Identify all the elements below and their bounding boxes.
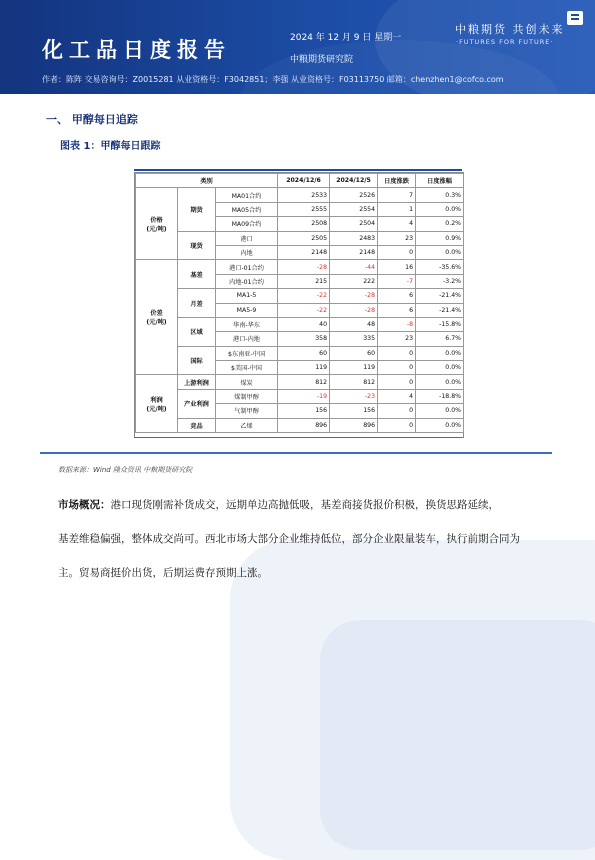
value-date-2: 2526 bbox=[330, 188, 378, 202]
subgroup-label: 国际 bbox=[178, 346, 216, 375]
daily-change-pct: 0.0% bbox=[416, 202, 464, 216]
header-pct: 日度涨幅 bbox=[416, 174, 464, 188]
table-row bbox=[136, 260, 464, 274]
daily-change: 6 bbox=[378, 289, 416, 303]
daily-change-pct: -35.6% bbox=[416, 260, 464, 274]
market-overview-text: 港口现货刚需补货成交，远期单边高抛低吸，基差商接货报价积极，换货思路延续， bbox=[110, 499, 499, 511]
market-overview-line-2: 基差维稳偏强，整体成交尚可。西北市场大部分企业维持低位，部分企业限量装车，执行前期合同为 bbox=[58, 533, 520, 545]
row-item-name: MA5-9 bbox=[216, 303, 278, 317]
value-date-1: 2555 bbox=[278, 202, 330, 216]
header-category: 类别 bbox=[136, 174, 278, 188]
table-row bbox=[136, 231, 464, 245]
row-item-name: 煤制甲醇 bbox=[216, 389, 278, 403]
row-item-name: 内地-01合约 bbox=[216, 274, 278, 288]
value-date-1: 896 bbox=[278, 418, 330, 432]
background-decoration bbox=[320, 620, 595, 850]
section-title: 一、 甲醇每日追踪 bbox=[46, 113, 138, 126]
group-label: 价格 (元/吨) bbox=[136, 188, 178, 260]
row-item-name: MA01合约 bbox=[216, 188, 278, 202]
group-label: 利润 (元/吨) bbox=[136, 375, 178, 433]
row-item-name: 港口 bbox=[216, 231, 278, 245]
daily-change: 0 bbox=[378, 375, 416, 389]
row-item-name: MA1-5 bbox=[216, 289, 278, 303]
daily-change: 23 bbox=[378, 231, 416, 245]
daily-change-pct: 0.0% bbox=[416, 375, 464, 389]
market-overview-line-1 bbox=[58, 492, 554, 518]
row-item-name: 华南-华东 bbox=[216, 317, 278, 331]
logo-icon bbox=[567, 11, 583, 25]
daily-change-pct: 0.0% bbox=[416, 346, 464, 360]
value-date-1: -22 bbox=[278, 303, 330, 317]
value-date-2: 2554 bbox=[330, 202, 378, 216]
market-overview-line-3: 主。贸易商挺价出货，后期运费存预期上涨。 bbox=[58, 567, 268, 579]
report-date: 2024 年 12 月 9 日 星期一 bbox=[290, 33, 402, 43]
daily-change-pct: 0.0% bbox=[416, 245, 464, 259]
report-header bbox=[0, 0, 595, 94]
value-date-1: 2148 bbox=[278, 245, 330, 259]
row-item-name: 乙烯 bbox=[216, 418, 278, 432]
value-date-1: 2505 bbox=[278, 231, 330, 245]
header-date-2: 2024/12/5 bbox=[330, 174, 378, 188]
daily-change: 6 bbox=[378, 303, 416, 317]
table-row bbox=[136, 375, 464, 389]
table-row bbox=[136, 289, 464, 303]
daily-change-pct: 6.7% bbox=[416, 332, 464, 346]
daily-change: 0 bbox=[378, 418, 416, 432]
daily-change: 16 bbox=[378, 260, 416, 274]
row-item-name: $美国-中国 bbox=[216, 361, 278, 375]
daily-change-pct: 0.9% bbox=[416, 231, 464, 245]
table-row bbox=[136, 317, 464, 331]
value-date-1: -22 bbox=[278, 289, 330, 303]
value-date-2: -23 bbox=[330, 389, 378, 403]
value-date-1: 60 bbox=[278, 346, 330, 360]
subgroup-label: 上游利润 bbox=[178, 375, 216, 389]
figure-title: 图表 1：甲醇每日跟踪 bbox=[60, 141, 161, 152]
table-row bbox=[136, 346, 464, 360]
subgroup-label: 现货 bbox=[178, 231, 216, 260]
value-date-2: 156 bbox=[330, 404, 378, 418]
daily-change: -7 bbox=[378, 274, 416, 288]
subgroup-label: 基差 bbox=[178, 260, 216, 289]
author-info: 作者：陈阵 交易咨询号：Z0015281 从业资格号：F3042851；李强 从业资格号：F03113750 邮箱：chenzhen1@cofco.com bbox=[42, 75, 504, 84]
value-date-1: -28 bbox=[278, 260, 330, 274]
daily-change-pct: -21.4% bbox=[416, 289, 464, 303]
table-row bbox=[136, 389, 464, 403]
daily-change-pct: -18.8% bbox=[416, 389, 464, 403]
row-item-name: MA09合约 bbox=[216, 217, 278, 231]
value-date-1: 2508 bbox=[278, 217, 330, 231]
value-date-2: 2148 bbox=[330, 245, 378, 259]
value-date-2: 2483 bbox=[330, 231, 378, 245]
institute-name: 中粮期货研究院 bbox=[290, 55, 354, 65]
header-date-1: 2024/12/6 bbox=[278, 174, 330, 188]
logo-slogan: ·FUTURES FOR FUTURE· bbox=[456, 38, 554, 46]
daily-change-pct: 0.0% bbox=[416, 404, 464, 418]
daily-change: 7 bbox=[378, 188, 416, 202]
table-top-rule bbox=[134, 169, 462, 171]
daily-change: 0 bbox=[378, 346, 416, 360]
value-date-2: 896 bbox=[330, 418, 378, 432]
row-item-name: 港口-内地 bbox=[216, 332, 278, 346]
data-source: 数据来源：Wind 隆众资讯 中粮期货研究院 bbox=[58, 466, 193, 474]
subgroup-label: 月差 bbox=[178, 289, 216, 318]
value-date-1: 156 bbox=[278, 404, 330, 418]
data-table bbox=[135, 173, 464, 433]
value-date-1: 812 bbox=[278, 375, 330, 389]
daily-change-pct: -3.2% bbox=[416, 274, 464, 288]
methanol-tracking-table bbox=[134, 172, 464, 438]
market-overview-label: 市场概况： bbox=[58, 499, 111, 511]
table-row bbox=[136, 188, 464, 202]
daily-change: 0 bbox=[378, 245, 416, 259]
daily-change: 23 bbox=[378, 332, 416, 346]
value-date-1: 358 bbox=[278, 332, 330, 346]
value-date-2: 119 bbox=[330, 361, 378, 375]
value-date-2: -44 bbox=[330, 260, 378, 274]
daily-change: -8 bbox=[378, 317, 416, 331]
value-date-1: 215 bbox=[278, 274, 330, 288]
daily-change: 0 bbox=[378, 404, 416, 418]
daily-change-pct: 0.0% bbox=[416, 361, 464, 375]
value-date-1: 2533 bbox=[278, 188, 330, 202]
row-item-name: 内地 bbox=[216, 245, 278, 259]
table-header-row bbox=[136, 174, 464, 188]
header-change: 日度涨跌 bbox=[378, 174, 416, 188]
row-item-name: 气制甲醇 bbox=[216, 404, 278, 418]
value-date-2: 2504 bbox=[330, 217, 378, 231]
report-title: 化工品日度报告 bbox=[42, 38, 231, 62]
value-date-1: -19 bbox=[278, 389, 330, 403]
logo-text: 中粮期货 共创未来 bbox=[455, 23, 565, 36]
daily-change: 4 bbox=[378, 217, 416, 231]
row-item-name: MA05合约 bbox=[216, 202, 278, 216]
value-date-2: 48 bbox=[330, 317, 378, 331]
value-date-2: -28 bbox=[330, 289, 378, 303]
daily-change: 0 bbox=[378, 361, 416, 375]
subgroup-label: 竞品 bbox=[178, 418, 216, 432]
daily-change-pct: 0.2% bbox=[416, 217, 464, 231]
daily-change-pct: 0.3% bbox=[416, 188, 464, 202]
value-date-2: 222 bbox=[330, 274, 378, 288]
daily-change: 4 bbox=[378, 389, 416, 403]
divider-line bbox=[40, 452, 552, 454]
group-label: 价差 (元/吨) bbox=[136, 260, 178, 375]
daily-change-pct: 0.0% bbox=[416, 418, 464, 432]
row-item-name: 煤炭 bbox=[216, 375, 278, 389]
daily-change-pct: -21.4% bbox=[416, 303, 464, 317]
daily-change: 1 bbox=[378, 202, 416, 216]
subgroup-label: 区域 bbox=[178, 317, 216, 346]
value-date-1: 40 bbox=[278, 317, 330, 331]
row-item-name: 港口-01合约 bbox=[216, 260, 278, 274]
subgroup-label: 期货 bbox=[178, 188, 216, 231]
table-bottom-rule bbox=[134, 437, 462, 438]
table-row bbox=[136, 418, 464, 432]
value-date-2: -28 bbox=[330, 303, 378, 317]
daily-change-pct: -15.8% bbox=[416, 317, 464, 331]
value-date-2: 812 bbox=[330, 375, 378, 389]
subgroup-label: 产业利润 bbox=[178, 389, 216, 418]
value-date-2: 335 bbox=[330, 332, 378, 346]
value-date-1: 119 bbox=[278, 361, 330, 375]
row-item-name: $东南亚-中国 bbox=[216, 346, 278, 360]
value-date-2: 60 bbox=[330, 346, 378, 360]
